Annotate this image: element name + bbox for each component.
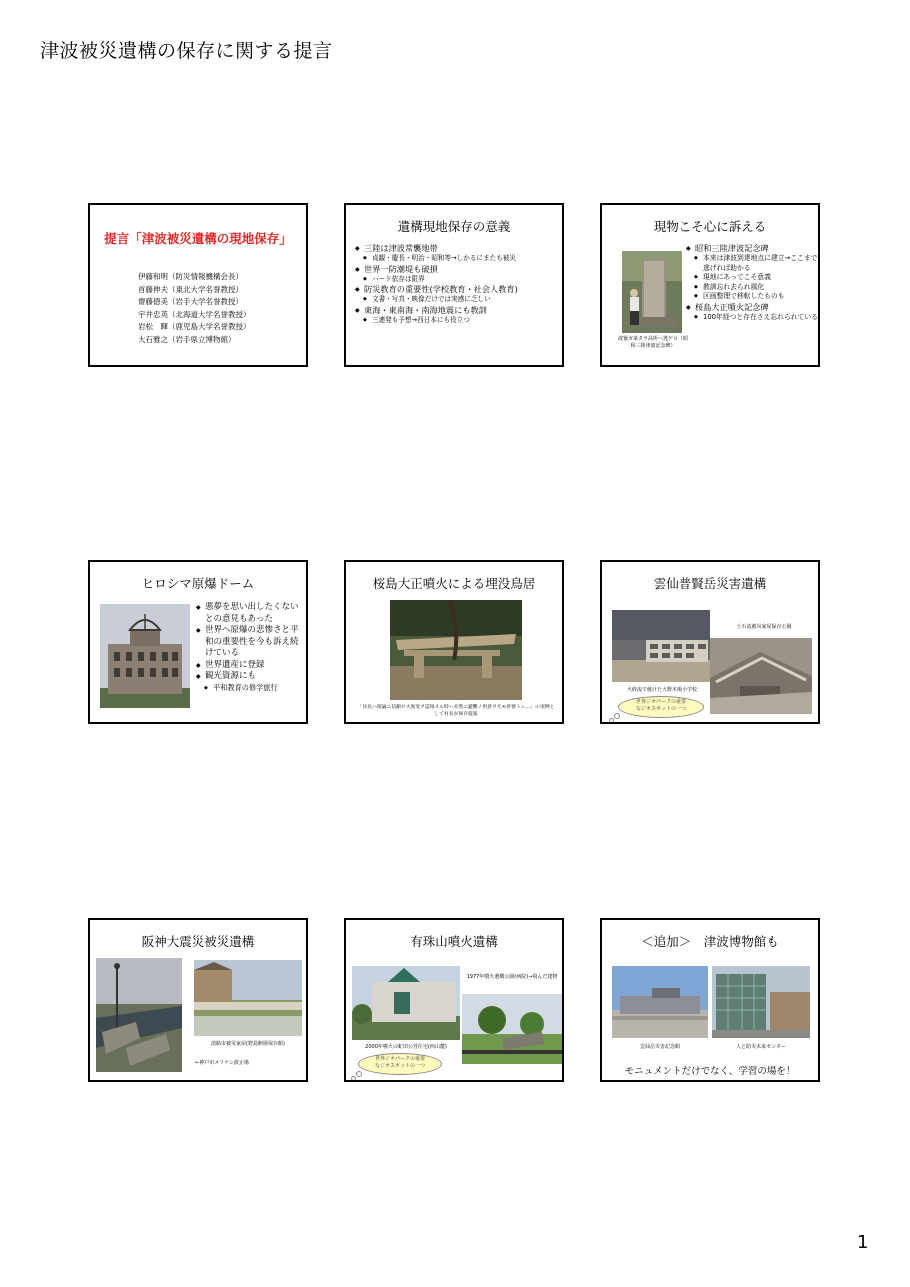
photo-caption-left: ←神戸市メリケン波止場 [195,1060,249,1066]
slide-8 [344,918,564,1082]
sub-bullet-item: ◆ 文書・写真・映像だけでは実感に乏しい [355,295,560,305]
slide-5 [344,560,564,724]
slide-title: 提言「津波被災遺構の現地保存」 [104,231,292,246]
photo-caption-right: 1977年噴火遺構公園(病院)→飛んだ建物 [466,974,558,980]
sub-bullet-item: ◆ 区画整理で移転したものも [686,292,818,302]
photo-caption-right: 人と防災未来センター [736,1044,786,1050]
bullet-item: ◆ 観光資源にも [196,671,306,683]
photo-caption-right: 土石流被災家屋保存公園 [736,624,792,630]
photo-caption-left: 雲仙岳災害記念館 [639,1044,680,1050]
bullet-item: ◆ 昭和三陸津波記念碑 [686,243,818,254]
author-name: 岩松 暉（鹿児島大学名誉教授） [138,322,251,331]
nojima-fault-photo [194,960,302,1036]
photo-caption-left: 2000年噴火の虻田公営住宅(西山麓) [365,1044,447,1050]
atomic-dome-photo [100,604,190,708]
sub-bullet-item: ◆ 現地にあってこそ意義 [686,273,818,283]
slide-title: 遺構現地保存の意義 [397,219,511,234]
disaster-center-photo [712,966,810,1038]
bullet-item: ◆ 三陸は津波常襲地帯 [355,243,560,254]
bullet-item: ◆ 世界へ原爆の悲惨さと平和の重要性を今も訴え続けている [196,625,306,660]
author-name: 伊藤和明（防災情報機構会長） [138,272,243,281]
memorial-photo [622,251,682,333]
slide-4 [88,560,308,724]
sub-bullet-item: ◆ 三連発も予想→西日本にも役立つ [355,316,560,326]
school-ruins-photo [612,610,710,682]
author-name: 宇井忠英（北海道大学名誉教授） [138,309,251,319]
bullet-item: ◆ 防災教育の重要性(学校教育・社会人教育) [355,284,560,295]
slide-title: 現物こそ心に訴える [653,219,767,234]
bullet-item: ◆ 世界一防潮堤も破損 [355,264,560,275]
slide-6 [600,560,820,724]
bullet-item: ◆ 世界遺産に登録 [196,660,306,672]
page-number: 1 [857,1232,869,1253]
sub-bullet-item: ◆ 教訓忘れ去られ風化 [686,283,818,293]
bullet-item: ◆ 桜島大正噴火記念碑 [686,302,818,313]
callout-bubble [358,1053,442,1075]
callout-dot [609,718,614,723]
bullet-item: ◆ 悪夢を思い出したくないとの意見もあった [196,602,306,625]
callout-dot [614,713,620,719]
document-title: 津波被災遺構の保存に関する提言 [40,40,333,62]
callout-bubble [618,696,704,718]
author-name: 首藤伸夫（東北大学名誉教授） [138,284,243,294]
slide-title: 有珠山噴火遺構 [410,934,498,949]
photo-caption: 「住民ハ理論ニ信頼セス異変ヲ認知スル時ハ未然ニ避難ノ用意ヲ尤モ肝要トシ…」の実例として村長が保存提案 [357,705,555,717]
usu-park-photo [462,994,562,1064]
sub-bullet-item: ◆ 100年経つと存在さえ忘れられている [686,313,818,323]
photo-caption-left: 火砕流で焼けた大野木場小学校 [626,687,697,693]
callout-text: 世界ジオパークの重要なジオスポットの一つ [636,699,686,712]
sub-bullet-item: ◆ 本来は津波到達地点に建立→ここまで逃げれば助かる [686,254,818,273]
slide-3 [600,203,820,367]
slide-title: ＜追加＞ 津波博物館も [641,934,779,949]
slide-9 [600,918,820,1082]
photo-caption: 波罹ガ来タラ高所ヘ逃ゲロ（昭和三陸津波記念碑） [617,336,688,349]
callout-dot [351,1076,356,1081]
slide-2 [344,203,564,367]
slide-7 [88,918,308,1082]
slide-title: 雲仙普賢岳災害遺構 [653,576,767,591]
author-name: 齋藤徳美（岩手大学名誉教授） [138,297,243,306]
author-list [138,271,251,346]
slide-title: 阪神大震災被災遺構 [141,934,255,949]
sub-bullet-item: ◆ 平和教育の修学旅行 [196,683,306,693]
usu-building-photo [352,966,460,1040]
callout-dot [356,1071,362,1077]
slide-title: 桜島大正噴火による埋没鳥居 [372,576,536,591]
kobe-port-photo [96,958,182,1072]
bullet-list [355,243,560,325]
bullet-list [196,602,306,693]
slide-1 [88,203,308,367]
sub-bullet-item: ◆ ハード依存は限界 [355,275,560,285]
buried-torii-photo [390,600,522,700]
sub-bullet-item: ◆ 貞観・慶長・明治・昭和等→しかるにまたも被災 [355,254,560,264]
bullet-list [686,243,818,322]
bullet-item: ◆ 東海・東南海・南海地震にも教訓 [355,305,560,316]
author-name: 大石雅之（岩手県立博物館） [138,334,236,344]
unzen-museum-photo [612,966,708,1038]
slide-footer: モニュメントだけでなく、学習の場を！ [624,1066,796,1077]
slide-title: ヒロシマ原爆ドーム [141,576,255,591]
callout-text: 世界ジオパークの重要なジオスポットの一つ [375,1056,425,1069]
buried-house-photo [710,638,812,714]
photo-caption-right: 淡路市被災家屋(野島断層保存館) [211,1041,285,1047]
